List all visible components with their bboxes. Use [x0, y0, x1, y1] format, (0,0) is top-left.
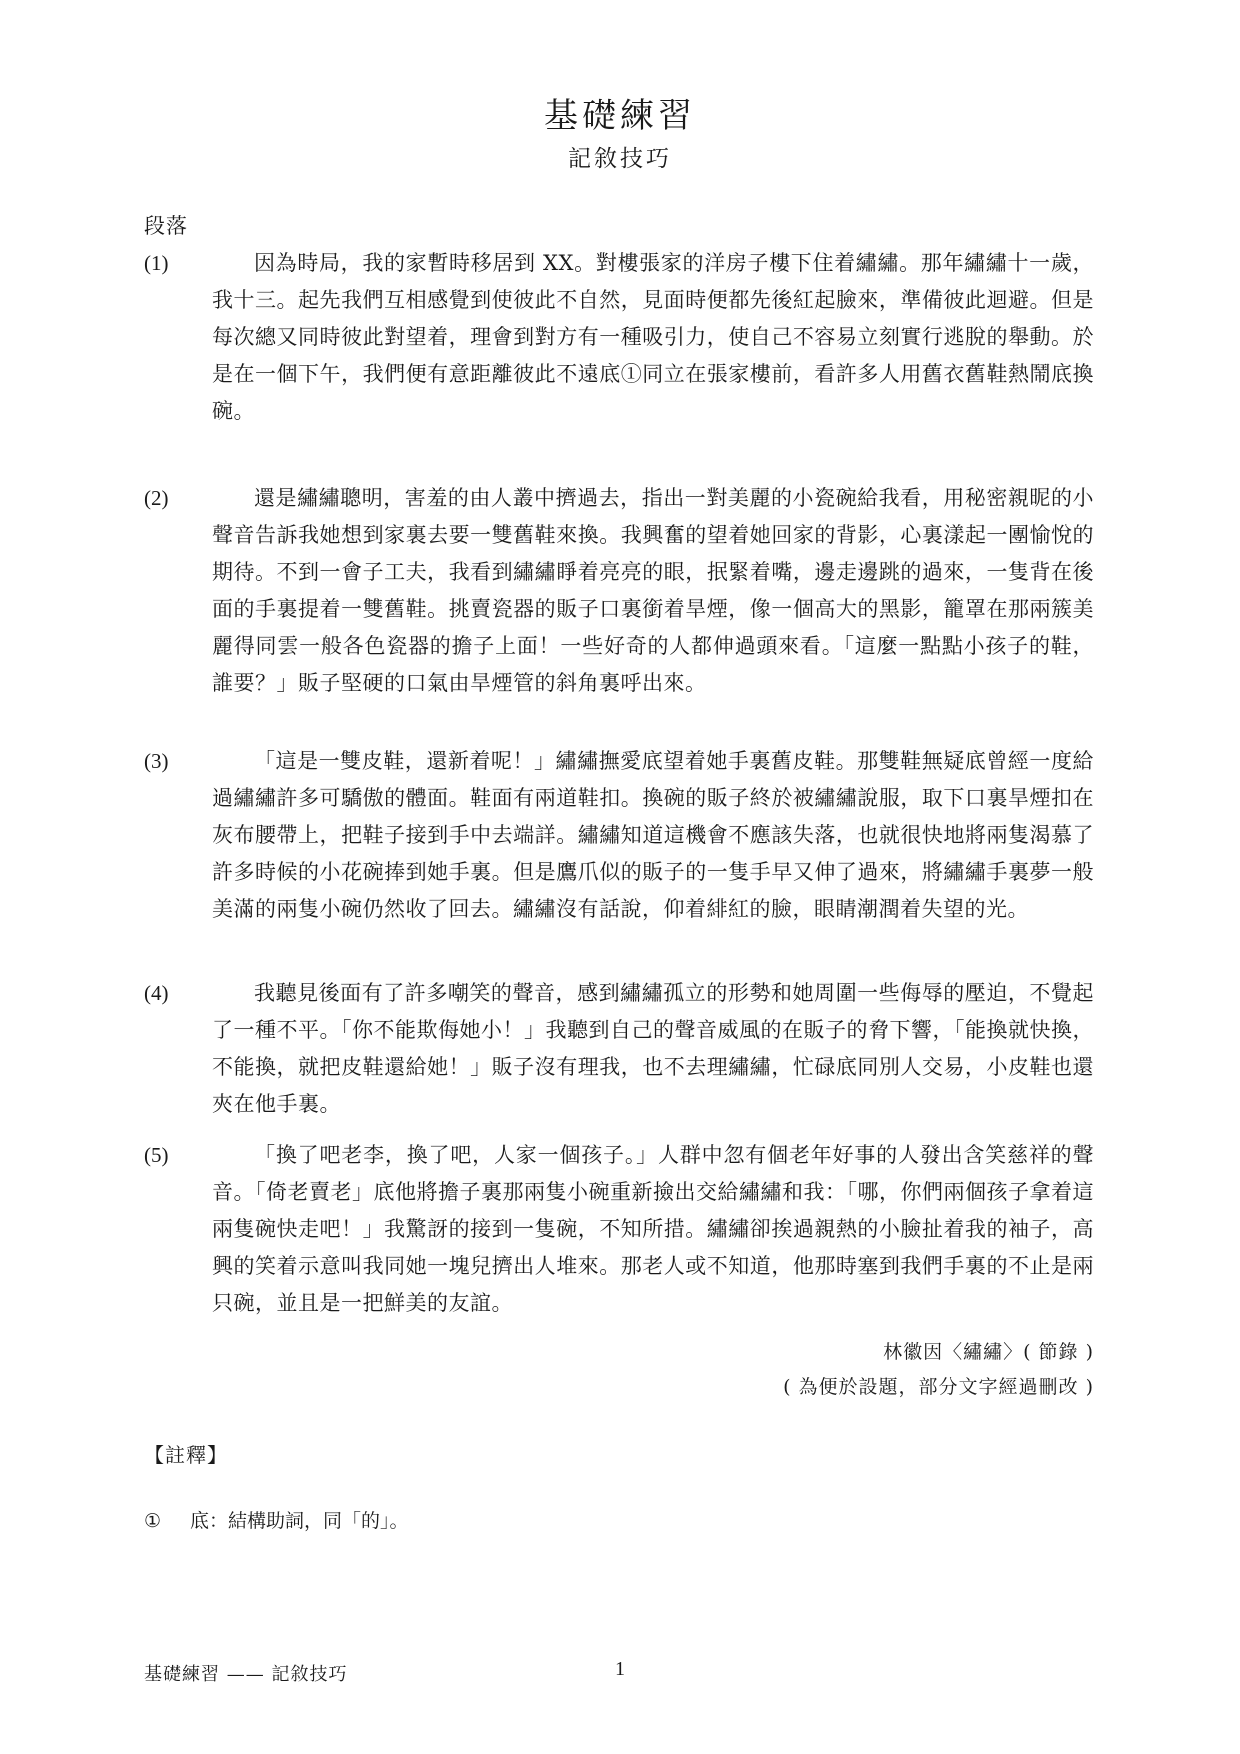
paragraph-4: [144, 975, 1094, 1123]
note-text: 底：結構助詞，同「的」。: [190, 1510, 409, 1532]
source-citation: 林徽因〈繡繡〉( 節錄 ): [883, 1341, 1094, 1363]
note-item: [144, 1506, 409, 1533]
paragraph-1: [144, 245, 1094, 430]
footer-label: 基礎練習 —— 記敘技巧: [144, 1664, 348, 1685]
paragraph-text: 「這是一雙皮鞋，還新着呢！」繡繡撫愛底望着她手裏舊皮鞋。那雙鞋無疑底曾經一度給過繡繡許多可驕傲的體面。鞋面有兩道鞋扣。換碗的販子終於被繡繡說服，取下口裏旱煙扣在灰布腰帶上，把鞋子接到手中去端詳。繡繡知道這機會不應該失落，也就很快地將兩隻渴慕了許多時候的小花碗捧到她手裏。但是鷹爪似的販子的一隻手早又伸了過來，將繡繡手裏夢一般美滿的兩隻小碗仍然收了回去。繡繡沒有話說，仰着緋紅的臉，眼睛潮潤着失望的光。: [212, 749, 1094, 921]
notes-heading: 【註釋】: [144, 1443, 228, 1467]
paragraph-2: [144, 480, 1094, 702]
section-label: 段落: [144, 214, 188, 238]
page-number: 1: [615, 1658, 625, 1680]
note-marker: ①: [144, 1510, 162, 1532]
paragraph-text: 還是繡繡聰明，害羞的由人叢中擠過去，指出一對美麗的小瓷碗給我看，用秘密親昵的小聲音告訴我她想到家裏去要一雙舊鞋來換。我興奮的望着她回家的背影，心裏漾起一團愉悅的期待。不到一會子工夫，我看到繡繡睜着亮亮的眼，抿緊着嘴，邊走邊跳的過來，一隻背在後面的手裏提着一雙舊鞋。挑賣瓷器的販子口裏銜着旱煙，像一個高大的黑影，籠罩在那兩簇美麗得同雲一般各色瓷器的擔子上面！一些好奇的人都伸過頭來看。「這麼一點點小孩子的鞋，誰要？」販子堅硬的口氣由旱煙管的斜角裏呼出來。: [212, 486, 1094, 695]
paragraph-number: (4): [144, 981, 169, 1005]
source-note: ( 為便於設題，部分文字經過刪改 ): [783, 1376, 1094, 1398]
paragraph-number: (3): [144, 749, 169, 773]
paragraph-3: [144, 743, 1094, 928]
paragraph-text: 「換了吧老李，換了吧，人家一個孩子。」人群中忽有個老年好事的人發出含笑慈祥的聲音。「倚老賣老」底他將擔子裏那兩隻小碗重新撿出交給繡繡和我：「哪，你們兩個孩子拿着這兩隻碗快走吧！」我驚訝的接到一隻碗，不知所措。繡繡卻挨過親熱的小臉扯着我的袖子，高興的笑着示意叫我同她一塊兒擠出人堆來。那老人或不知道，他那時塞到我們手裏的不止是兩只碗，並且是一把鮮美的友誼。: [212, 1143, 1094, 1315]
paragraph-5: [144, 1137, 1094, 1322]
paragraph-text: 我聽見後面有了許多嘲笑的聲音，感到繡繡孤立的形勢和她周圍一些侮辱的壓迫，不覺起了一種不平。「你不能欺侮她小！」我聽到自己的聲音威風的在販子的脅下響，「能換就快換，不能換，就把皮鞋還給她！」販子沒有理我，也不去理繡繡，忙碌底同別人交易，小皮鞋也還夾在他手裏。: [212, 981, 1094, 1116]
paragraph-number: (2): [144, 486, 169, 510]
paragraph-number: (5): [144, 1143, 169, 1167]
paragraph-number: (1): [144, 251, 169, 275]
page-subtitle: 記敘技巧: [568, 146, 672, 172]
page-title: 基礎練習: [544, 96, 696, 136]
paragraph-text: 因為時局，我的家暫時移居到 XX。對樓張家的洋房子樓下住着繡繡。那年繡繡十一歲，我十三。起先我們互相感覺到使彼此不自然，見面時便都先後紅起臉來，準備彼此迴避。但是每次總又同時彼此對望着，理會到對方有一種吸引力，使自己不容易立刻實行逃脫的舉動。於是在一個下午，我們便有意距離彼此不遠底①同立在張家樓前，看許多人用舊衣舊鞋熱鬧底換碗。: [212, 251, 1094, 423]
